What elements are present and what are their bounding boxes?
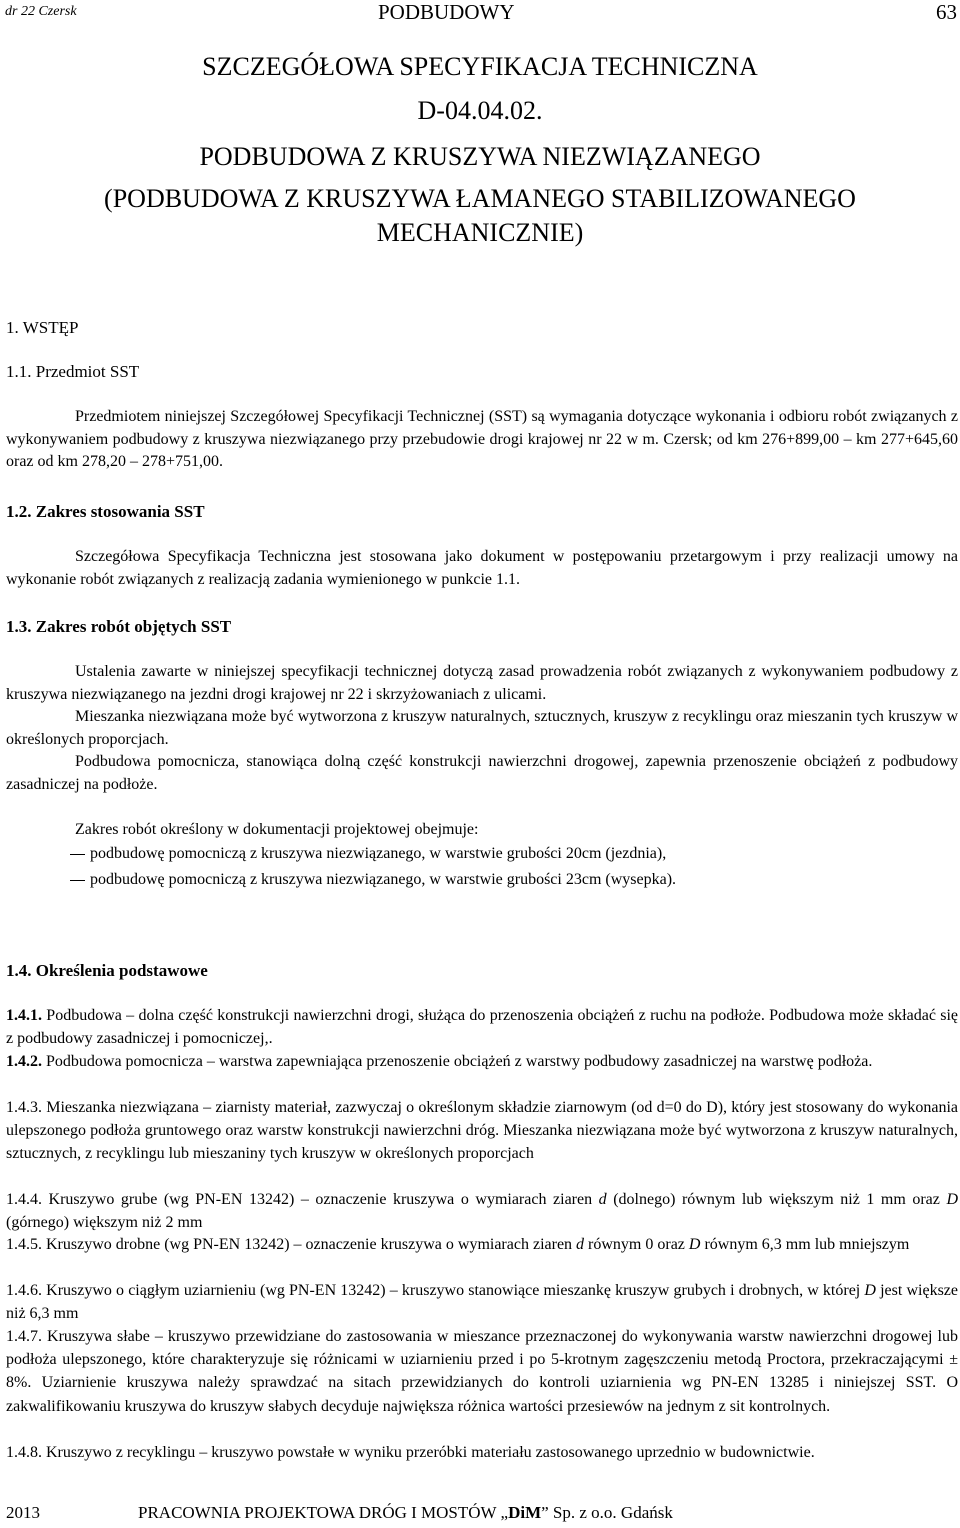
doc-title-line5: MECHANICZNIE) — [376, 218, 584, 247]
paragraph-1-3-b: Mieszanka niezwiązana może być wytworzona z kruszyw naturalnych, sztucznych, kruszyw z recyklingu oraz mieszanin tych kruszyw w określonych proporcjach. — [6, 708, 958, 748]
definition-1-4-4: 1.4.4. Kruszywo grube (wg PN-EN 13242) – oznaczenie kruszywa o wymiarach ziaren d (dolnego) równym lub większym niż 1 mm oraz D (górnego) większym niż 2 mm — [6, 1191, 958, 1232]
footer-year: 2013 — [6, 1503, 40, 1522]
list-item: podbudowę pomocniczą z kruszywa niezwiązanego, w warstwie grubości 20cm (jezdnia), — [70, 845, 666, 863]
section-heading-1-2: 1.2. Zakres stosowania SST — [6, 502, 205, 521]
definition-1-4-7: 1.4.7. Kruszywa słabe – kruszywo przewidziane do zastosowania w mieszance przeznaczonej do wykonywania warstw nawierzchni drogowej lub podłoża ulepszonego, które charakteryzuje się różnicami w uziarnieniu przed i po 5-krotnym zagęszczeniu metodą Proctora, przekraczającymi ± 8%. Uziarnienie kruszywa należy sprawdzać na sitach przewidzianych do kontroli uziarnienia wg PN-EN 13285 i niniejszej SST. O zakwalifikowaniu kruszywa do kruszyw słabych decyduje największa różnica wartości przesiewów na jednym z sit kontrolnych. — [6, 1328, 958, 1415]
definition-1-4-3: 1.4.3. Mieszanka niezwiązana – ziarnisty materiał, zazwyczaj o określonym składzie ziarnowym (od d=0 do D), który jest stosowany do wykonania ulepszonego podłoża gruntowego oraz warstw konstrukcji nawierzchni dróg. Mieszanka niezwiązana może być wytworzona z kruszyw naturalnych, sztucznych, z recyklingu lub mieszaniny tych kruszyw w określonych proporcjach — [6, 1099, 958, 1163]
section-heading-1-1: 1.1. Przedmiot SST — [6, 362, 140, 381]
definition-1-4-2: 1.4.2. Podbudowa pomocnicza – warstwa zapewniająca przenoszenie obciążeń z warstwy podbudowy zasadniczej na warstwę podłoża. — [6, 1053, 873, 1070]
section-heading-1-3: 1.3. Zakres robót objętych SST — [6, 617, 232, 636]
footer-company: PRACOWNIA PROJEKTOWA DRÓG I MOSTÓW „DiM” Sp. z o.o. Gdańsk — [138, 1503, 673, 1522]
definition-1-4-8: 1.4.8. Kruszywo z recyklingu – kruszywo powstałe w wyniku przeróbki materiału zastosowanego uprzednio w budownictwie. — [6, 1444, 815, 1461]
paragraph-1-3-a: Ustalenia zawarte w niniejszej specyfikacji technicznej dotyczą zasad prowadzenia robót związanych z wykonywaniem podbudowy z kruszywa niezwiązanego na jezdni drogi krajowej nr 22 i skrzyżowaniach z ulicami. — [6, 663, 958, 703]
definition-1-4-5: 1.4.5. Kruszywo drobne (wg PN-EN 13242) – oznaczenie kruszywa o wymiarach ziaren d równym 0 oraz D równym 6,3 mm lub mniejszym — [6, 1236, 910, 1253]
doc-title-line4: (PODBUDOWA Z KRUSZYWA ŁAMANEGO STABILIZOWANEGO — [104, 184, 856, 213]
doc-title-line1: SZCZEGÓŁOWA SPECYFIKACJA TECHNICZNA — [202, 52, 758, 81]
header-left: dr 22 Czersk — [5, 4, 77, 19]
doc-title-line2: D-04.04.02. — [417, 96, 543, 125]
definition-1-4-6: 1.4.6. Kruszywo o ciągłym uziarnieniu (wg PN-EN 13242) – kruszywo stanowiące mieszankę kruszyw grubych i drobnych, w której D jest większe niż 6,3 mm — [6, 1282, 959, 1323]
paragraph-1-2: Szczegółowa Specyfikacja Techniczna jest stosowana jako dokument w postępowaniu przetargowym i przy realizacji umowy na wykonanie robót związanych z realizacją zadania wymienionego w punkcie 1.1. — [6, 548, 958, 588]
list-item: podbudowę pomocniczą z kruszywa niezwiązanego, w warstwie grubości 23cm (wysepka). — [70, 871, 676, 889]
paragraph-1-1: Przedmiotem niniejszej Szczegółowej Specyfikacji Technicznej (SST) są wymagania dotyczące wykonania i odbioru robót związanych z wykonywaniem podbudowy z kruszywa niezwiązanego przy przebudowie drogi krajowej nr 22 w m. Czersk; od km 276+899,00 – km 277+645,60 oraz od km 278,20 – 278+751,00. — [6, 408, 958, 470]
doc-title-line3: PODBUDOWA Z KRUSZYWA NIEZWIĄZANEGO — [199, 142, 761, 171]
header-center: PODBUDOWY — [378, 0, 515, 24]
paragraph-1-3-c: Podbudowa pomocnicza, stanowiąca dolną część konstrukcji nawierzchni drogowej, zapewnia przenoszenie obciążeń z podbudowy zasadniczej na podłoże. — [6, 753, 958, 793]
definition-1-4-1: 1.4.1. Podbudowa – dolna część konstrukcji nawierzchni drogi, służąca do przenoszenia obciążeń z ruchu na podłoże. Podbudowa może składać się z podbudowy zasadniczej i pomocniczej,. — [6, 1007, 958, 1048]
dash-icon — [70, 854, 85, 855]
paragraph-1-3-d: Zakres robót określony w dokumentacji projektowej obejmuje: — [75, 821, 479, 838]
section-heading-1-4: 1.4. Określenia podstawowe — [6, 961, 208, 980]
section-heading-1: 1. WSTĘP — [6, 318, 79, 337]
dash-icon — [70, 880, 85, 881]
page-number: 63 — [936, 0, 957, 24]
